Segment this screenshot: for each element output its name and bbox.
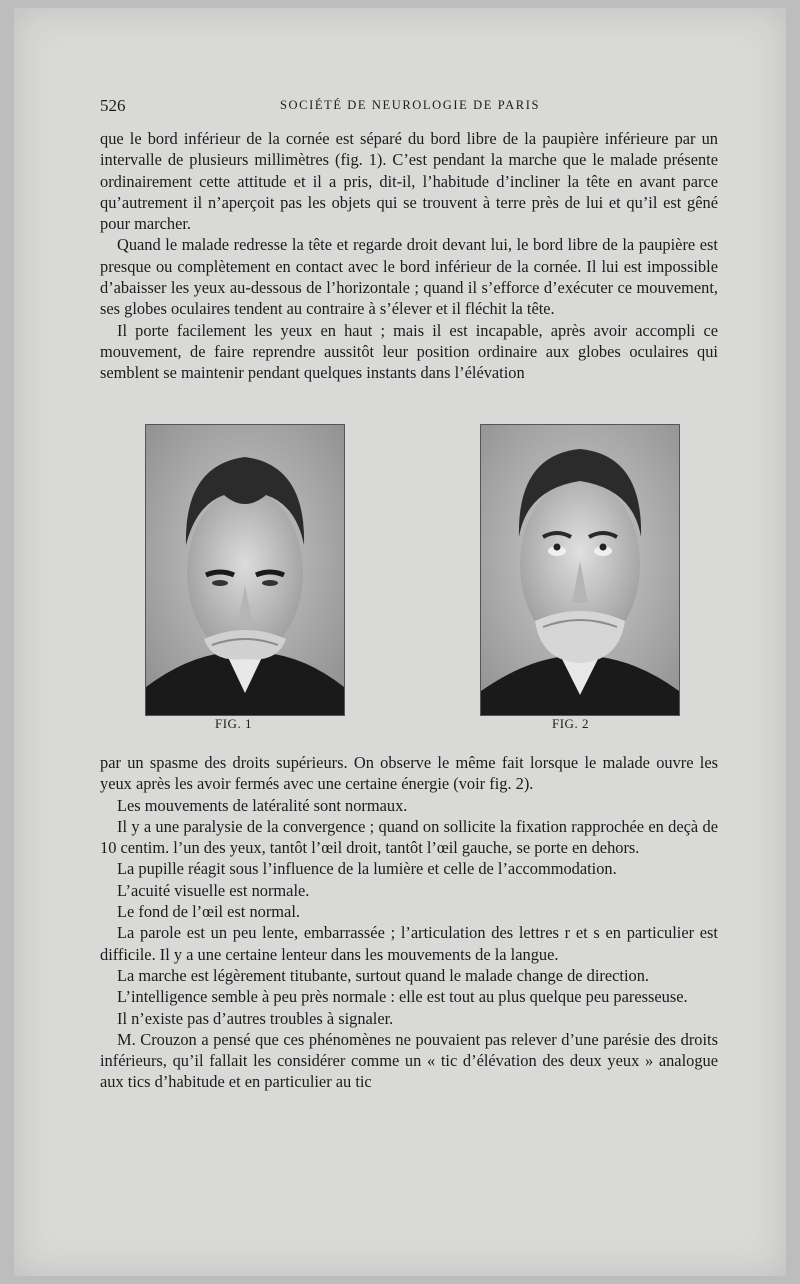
figure-2-photo [480,424,680,716]
paragraph: Il y a une paralysie de la convergence ; quand on sollicite la fixation rapprochée en deçà de 10 centim. l’un des yeux, tantôt l’œil droit, tantôt l’œil gauche, se porte en dehors. [100,816,718,858]
paragraph: La pupille réagit sous l’influence de la lumière et celle de l’accommodation. [117,859,617,879]
paragraph: La parole est un peu lente, embarrassée ; l’articulation des lettres r et s en particulier est difficile. Il y a une certaine lenteur dans les mouvements de la langue. [100,923,718,964]
figure-2-caption: FIG. 2 [552,716,589,731]
running-head-label: SOCIÉTÉ DE NEUROLOGIE DE PARIS [279,98,541,112]
page-number-label: 526 [100,96,126,115]
page-header-text [100,96,720,118]
paragraph: que le bord inférieur de la cornée est séparé du bord libre de la paupière inférieure par un intervalle de plusieurs millimètres (fig. 1). C’est pendant la marche que le malade présente ordinairement cette attitude et il a pris, dit-il, l’habitude d’incliner la tête en avant parce qu’autrement il n’aperçoit pas les objets qui se trouvent à terre près de lui et qu’il est gêné pour marcher. [100,129,718,234]
portrait-eyes-raised-image [481,425,679,715]
paragraph: Il n’existe pas d’autres troubles à signaler. [117,1008,394,1028]
body-text-bottom [100,752,718,1093]
paragraph: Il porte facilement les yeux en haut ; mais il est incapable, après avoir accompli ce mouvement, de faire reprendre aussitôt leur position ordinaire aux globes oculaires qui semblent se maintenir pendant quelques instants dans l’élévation [100,320,718,383]
paragraph: La marche est légèrement titubante, surtout quand le malade change de direction. [117,965,650,985]
figure-1-caption: FIG. 1 [215,716,252,731]
paragraph: L’intelligence semble à peu près normale : elle est tout au plus quelque peu paresseuse. [117,987,688,1007]
figure-1-photo [145,424,345,716]
body-text-top [100,128,718,384]
paragraph: par un spasme des droits supérieurs. On observe le même fait lorsque le malade ouvre les yeux après les avoir fermés avec une certaine énergie (voir fig. 2). [100,753,718,794]
paragraph: Les mouvements de latéralité sont normaux. [117,795,408,815]
portrait-eyes-lowered-image [146,425,344,715]
paragraph: L’acuité visuelle est normale. [117,880,310,900]
paragraph: Le fond de l’œil est normal. [117,902,300,922]
paragraph: Quand le malade redresse la tête et regarde droit devant lui, le bord libre de la paupière est presque ou complètement en contact avec le bord inférieur de la cornée. Il lui est impossible d’abaisser les yeux au-dessous de l’horizontale ; quand il s’efforce d’exécuter ce mouvement, ses globes oculaires tendent au contraire à s’élever et il fléchit la tête. [100,235,718,319]
paragraph: M. Crouzon a pensé que ces phénomènes ne pouvaient pas relever d’une parésie des droits inférieurs, qu’il fallait les considérer comme un « tic d’élévation des deux yeux » analogue aux tics d’habitude et en particulier au tic [100,1029,718,1092]
